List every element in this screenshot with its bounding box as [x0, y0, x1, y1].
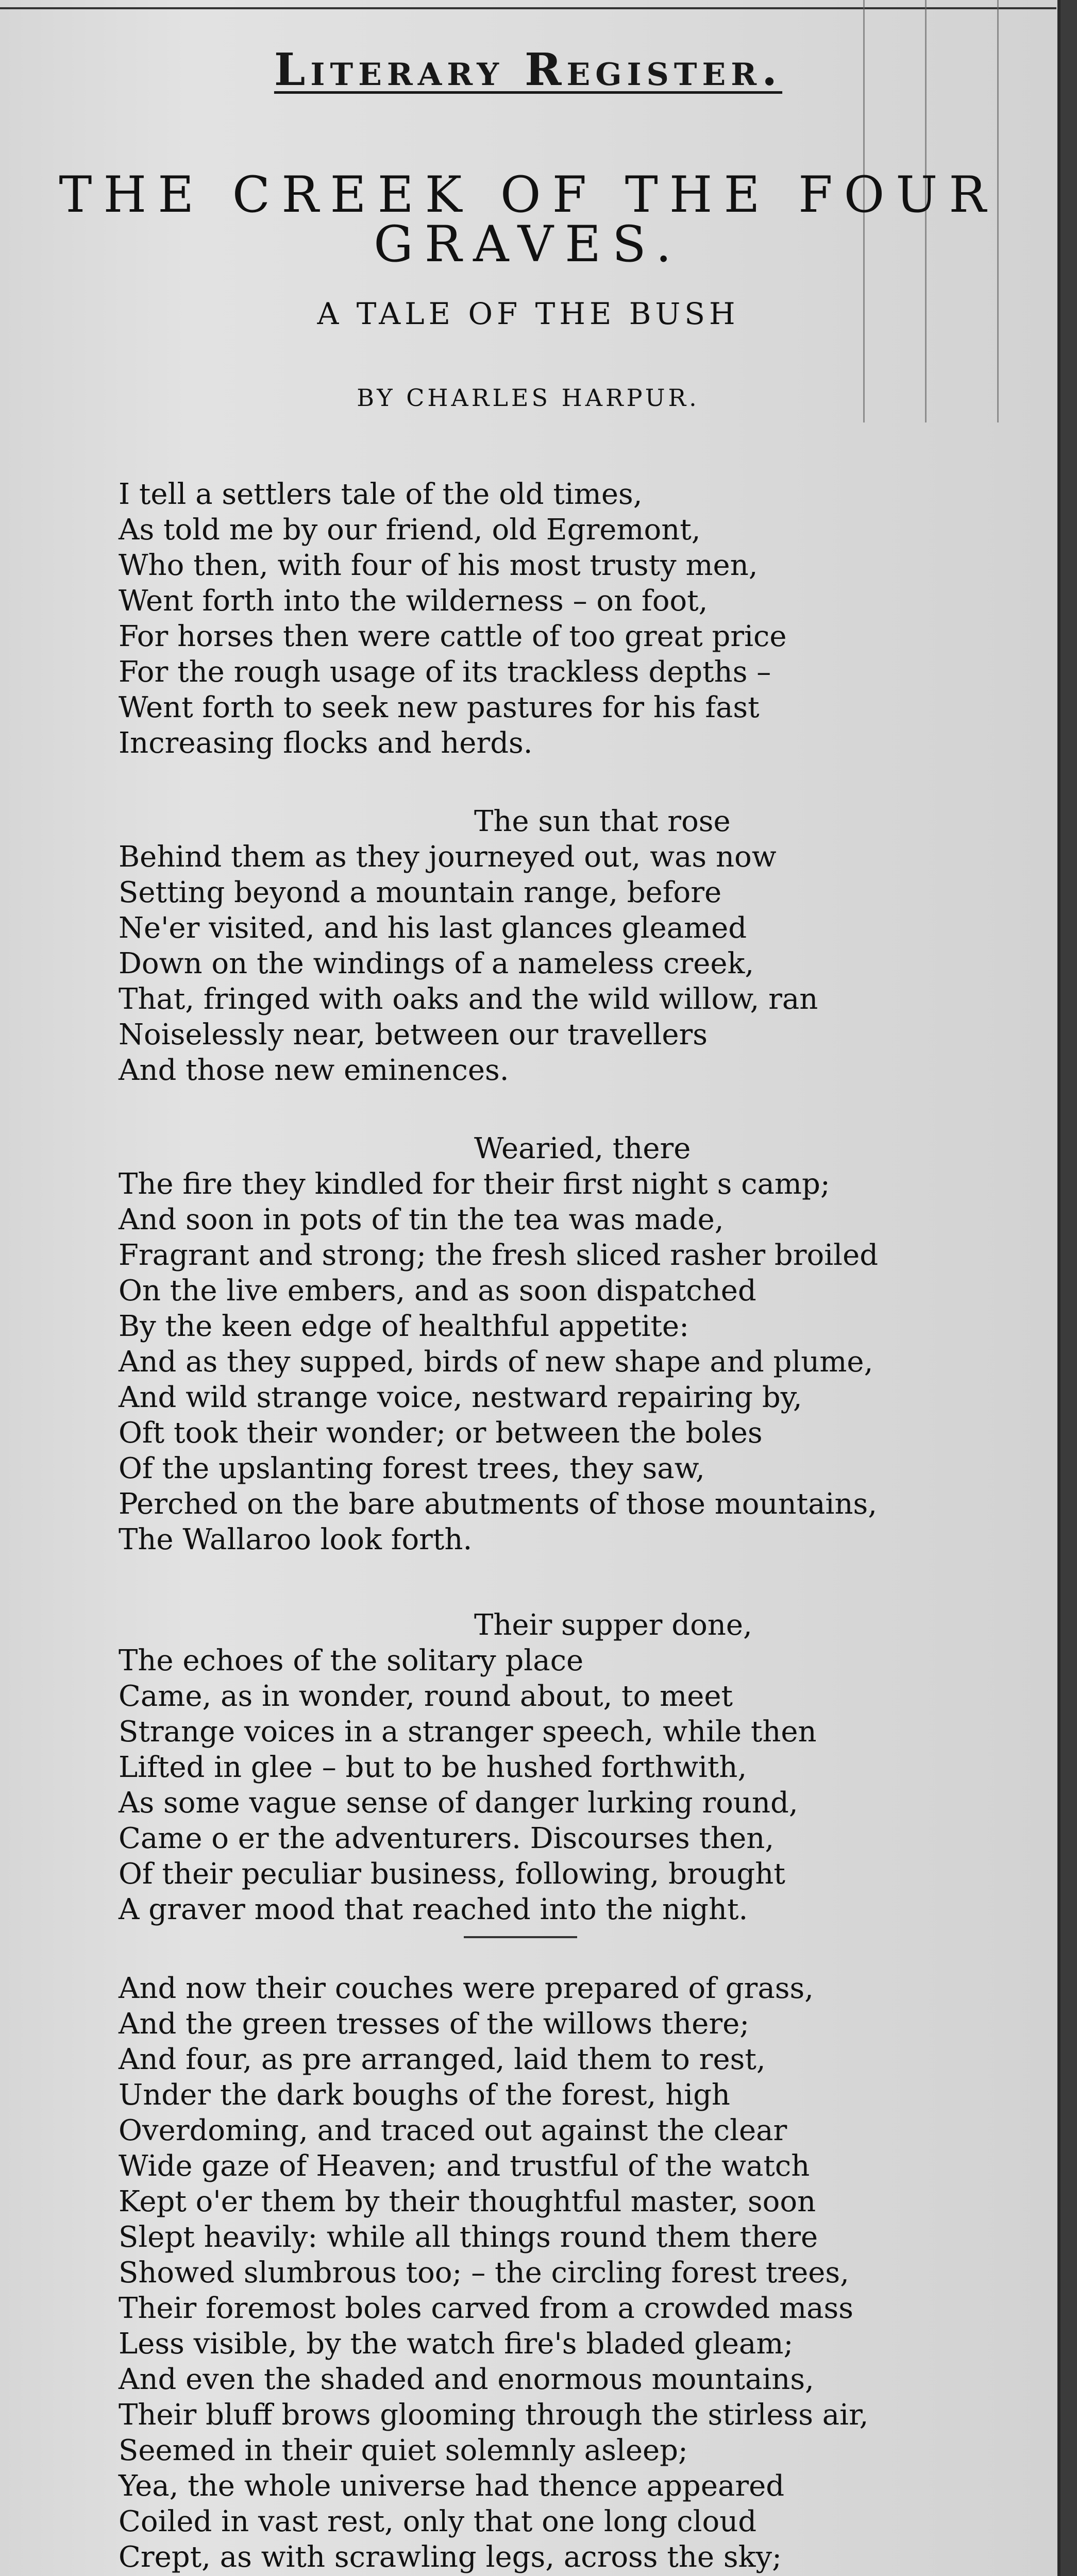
- verse-line: The echoes of the solitary place: [119, 1644, 584, 1677]
- top-rule: [0, 7, 1056, 9]
- verse-line: Their foremost boles carved from a crowded mass: [119, 2292, 854, 2325]
- verse-line: A graver mood that reached into the night.: [119, 1893, 748, 1926]
- verse-line: Less visible, by the watch fire's bladed gleam;: [119, 2327, 794, 2361]
- verse-line: Noiselessly near, between our travellers: [119, 1018, 708, 1052]
- verse-line: Lifted in glee – but to be hushed forthwith,: [119, 1751, 747, 1784]
- verse-line: Slept heavily: while all things round them there: [119, 2221, 818, 2254]
- verse-line: And even the shaded and enormous mountains,: [119, 2363, 814, 2396]
- poem-subtitle: A TALE OF THE BUSH: [317, 296, 739, 331]
- verse-line: That, fringed with oaks and the wild willow, ran: [119, 982, 818, 1016]
- verse-line: And the green tresses of the willows there;: [119, 2007, 750, 2041]
- verse-line: Behind them as they journeyed out, was now: [119, 840, 777, 874]
- stanza: [119, 804, 1005, 1088]
- verse-line: The Wallaroo look forth.: [119, 1523, 473, 1556]
- verse-line: Setting beyond a mountain range, before: [119, 876, 722, 909]
- verse-line: On the live embers, and as soon dispatched: [119, 1274, 756, 1308]
- title-line: GRAVES.: [374, 215, 683, 273]
- verse-line: And as they supped, birds of new shape and plume,: [119, 1345, 873, 1379]
- verse-line: Their bluff brows glooming through the stirless air,: [119, 2398, 869, 2432]
- verse-line: And four, as pre arranged, laid them to rest,: [119, 2043, 766, 2076]
- stanza: [119, 1131, 1005, 1557]
- verse-line: Of their peculiar business, following, brought: [119, 1857, 785, 1891]
- byline: BY CHARLES HARPUR.: [357, 384, 700, 412]
- verse-line: Seemed in their quiet solemnly asleep;: [119, 2434, 688, 2467]
- verse-line: Under the dark boughs of the forest, high: [119, 2078, 730, 2112]
- verse-line: For horses then were cattle of too great price: [119, 620, 787, 653]
- verse-line: By the keen edge of healthful appetite:: [119, 1310, 689, 1343]
- stanza: [119, 477, 1005, 761]
- verse-line: For the rough usage of its trackless depths –: [119, 655, 771, 689]
- verse-line: Down on the windings of a nameless creek,: [119, 947, 754, 980]
- verse-line: Oft took their wonder; or between the boles: [119, 1416, 763, 1450]
- verse-line: Ne'er visited, and his last glances gleamed: [119, 911, 747, 945]
- verse-line: Came, as in wonder, round about, to meet: [119, 1680, 733, 1713]
- verse-line: Perched on the bare abutments of those mountains,: [119, 1487, 878, 1521]
- verse-line: Yea, the whole universe had thence appeared: [119, 2469, 785, 2503]
- verse-line: Went forth to seek new pastures for his fast: [119, 691, 760, 724]
- title-line: THE CREEK OF THE FOUR: [59, 166, 998, 224]
- verse-line: Strange voices in a stranger speech, while then: [119, 1715, 817, 1749]
- verse-line: Overdoming, and traced out against the clear: [119, 2114, 787, 2147]
- page-edge-strip: [1061, 0, 1077, 2576]
- verse-line: Crept, as with scrawling legs, across the sky;: [119, 2540, 782, 2574]
- verse-line: As some vague sense of danger lurking round,: [119, 1786, 798, 1820]
- verse-line: Of the upslanting forest trees, they saw,: [119, 1452, 705, 1485]
- verse-lead-line: The sun that rose: [474, 805, 731, 838]
- stanza: [119, 1971, 1005, 2576]
- verse-line: As told me by our friend, old Egremont,: [119, 513, 701, 547]
- verse-line: Who then, with four of his most trusty men,: [119, 549, 758, 582]
- verse-line: And those new eminences.: [119, 1054, 509, 1087]
- verse-line: Went forth into the wilderness – on foot,: [119, 584, 708, 618]
- section-divider: [464, 1936, 577, 1938]
- verse-line: Fragrant and strong; the fresh sliced rasher broiled: [119, 1239, 879, 1272]
- stanza: [119, 1607, 1005, 1927]
- verse-lead-line: Wearied, there: [474, 1132, 691, 1165]
- verse-line: Kept o'er them by their thoughtful master, soon: [119, 2185, 816, 2218]
- verse-line: Came o er the adventurers. Discourses then,: [119, 1822, 775, 1855]
- verse-line: I tell a settlers tale of the old times,: [119, 478, 643, 511]
- verse-line: Showed slumbrous too; – the circling forest trees,: [119, 2256, 849, 2290]
- masthead: Literary Register.: [274, 44, 783, 96]
- poem-title: [0, 166, 1056, 273]
- verse-line: Wide gaze of Heaven; and trustful of the watch: [119, 2149, 810, 2183]
- verse-line: Increasing flocks and herds.: [119, 726, 533, 760]
- verse-line: And wild strange voice, nestward repairing by,: [119, 1381, 802, 1414]
- verse-line: And soon in pots of tin the tea was made,: [119, 1203, 724, 1236]
- verse-line: The fire they kindled for their first night s camp;: [119, 1167, 830, 1201]
- verse-line: And now their couches were prepared of grass,: [119, 1972, 814, 2005]
- verse-line: Coiled in vast rest, only that one long cloud: [119, 2505, 757, 2538]
- verse-lead-line: Their supper done,: [474, 1608, 752, 1642]
